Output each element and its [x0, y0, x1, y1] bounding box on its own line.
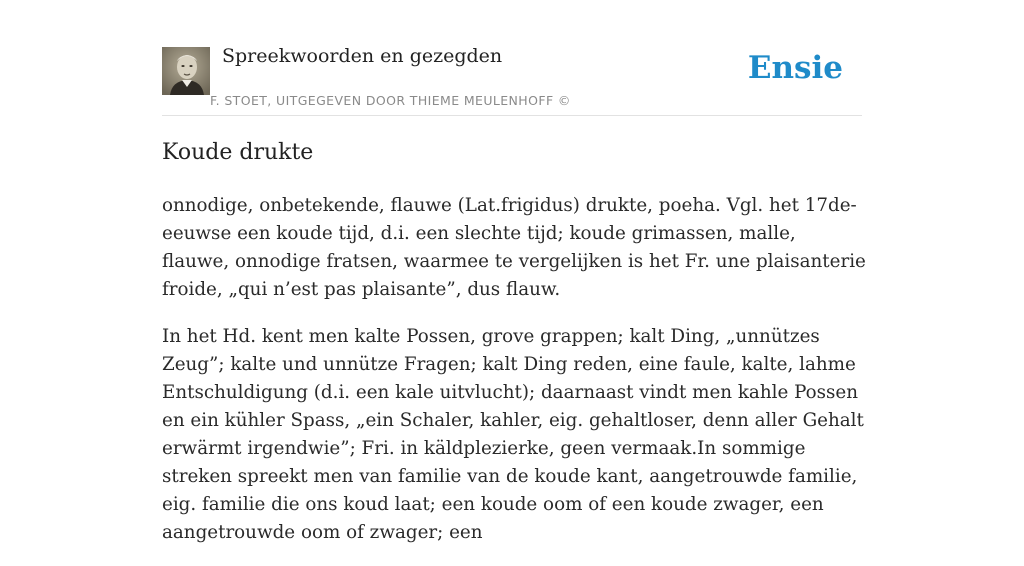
author-portrait-icon: [162, 47, 210, 95]
source-credit: F. STOET, UITGEGEVEN DOOR THIEME MEULENHOFF ©: [210, 93, 571, 108]
header-divider: [162, 115, 862, 116]
brand-logo[interactable]: Ensie: [747, 50, 843, 86]
entry-paragraph: In het Hd. kent men kalte Possen, grove grappen; kalt Ding, „unnützes Zeug”; kalte und unnütze Fragen; kalt Ding reden, eine faule, kalte, lahme Entschuldigung (d.i. een kale uitvlucht); daarnaast vindt men kahle Possen en ein kühler Spass, „ein Schaler, kahler, eig. gehaltloser, denn aller Gehalt erwärmt irgendwie”; Fri. in käldplezierke, geen vermaak.In sommige streken spreekt men van familie van de koude kant, aangetrouwde familie, eig. familie die ons koud laat; een koude oom of een koude zwager, een aangetrouwde oom of zwager; een: [162, 326, 864, 543]
author-avatar[interactable]: [162, 47, 210, 95]
source-title[interactable]: Spreekwoorden en gezegden: [222, 45, 503, 67]
entry-body: [162, 192, 867, 566]
entry-title: Koude drukte: [162, 140, 314, 165]
entry-paragraph: onnodige, onbetekende, flauwe (Lat.frigidus) drukte, poeha. Vgl. het 17de-eeuwse een koude tijd, d.i. een slechte tijd; koude grimassen, malle, flauwe, onnodige fratsen, waarmee te vergelijken is het Fr. une plaisanterie froide, „qui n’est pas plaisante”, dus flauw.: [162, 195, 866, 300]
